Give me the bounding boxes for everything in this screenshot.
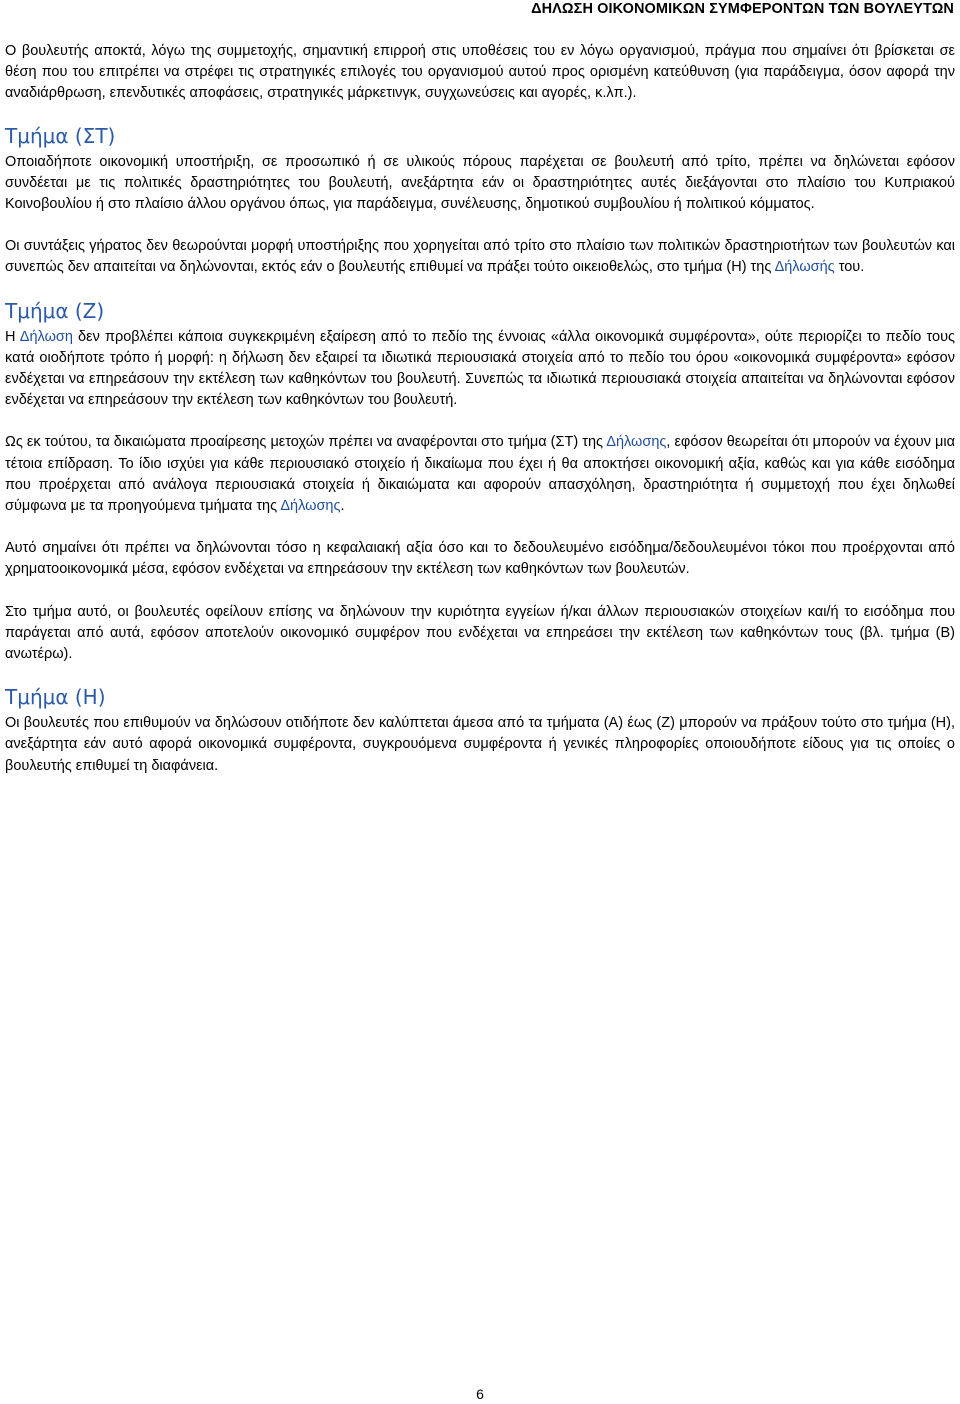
section-h-paragraph-1: Οι βουλευτές που επιθυμούν να δηλώσουν οτιδήποτε δεν καλύπτεται άμεσα από τα τμήματα (Α) έως (Ζ) μπορούν να πράξουν τούτο στο τμήμα (Η), ανεξάρτητα εάν αυτό αφορά οικονομικά συμφέροντα, συγκρουόμενα συμφέροντα ή γενικές πληροφορίες οποιουδήποτε είδους για τις οποίες ο βουλευτής επιθυμεί τη διαφάνεια. [5, 715, 955, 774]
paragraph-text: Οι συντάξεις γήρατος δεν θεωρούνται μορφή υποστήριξης που χορηγείται από τρίτο στο πλαίσιο των πολιτικών δραστηριοτήτων των βουλευτών και συνεπώς δεν απαιτείται να δηλώνονται, εκτός εάν ο βουλευτής επιθυμεί να πράξει τούτο οικειοθελώς, στο τμήμα (Η) της [5, 238, 955, 276]
section-z-heading: Τμήμα (Ζ) [5, 298, 105, 323]
declaration-reference: Δήλωση [19, 328, 73, 345]
declaration-reference: Δήλωσης [606, 434, 667, 451]
section-st-paragraph-2 [5, 236, 955, 278]
page-number: 6 [476, 1386, 484, 1402]
paragraph-text: δεν προβλέπει κάποια συγκεκριμένη εξαίρεση από το πεδίο της έννοιας «άλλα οικονομικά συμφέροντα», ούτε περιορίζει το πεδίο τους κατά οιοδήποτε τρόπο ή μορφή: η δήλωση δεν εξαιρεί τα ιδιωτικά περιουσιακά στοιχεία από το πεδίο του όρου «οικονομικά συμφέροντα» εφόσον ενδέχεται να επηρεάσουν την εκτέλεση των καθηκόντων του βουλευτή. Συνεπώς τα ιδιωτικά περιουσιακά στοιχεία απαιτείται να δηλώνονται εφόσον ενδέχεται να επηρεάσουν την εκτέλεση των καθηκόντων του βουλευτή. [5, 328, 955, 409]
paragraph-text: Ως εκ τούτου, τα δικαιώματα προαίρεσης μετοχών πρέπει να αναφέρονται στο τμήμα (ΣΤ) της [5, 434, 607, 451]
paragraph-text: . [340, 498, 345, 515]
paragraph-text: Η [5, 328, 20, 345]
section-st-heading: Τμήμα (ΣΤ) [5, 123, 116, 148]
section-z-paragraph-4: Στο τμήμα αυτό, οι βουλευτές οφείλουν επίσης να δηλώνουν την κυριότητα εγγείων ή/και άλλων περιουσιακών στοιχείων και/ή το εισόδημα που παράγεται από αυτά, εφόσον αποτελούν οικονομικό συμφέρον που ενδέχεται να επηρεάσει την εκτέλεση των καθηκόντων τους (βλ. τμήμα (Β) ανωτέρω). [5, 603, 955, 663]
declaration-reference: Δήλωσης [280, 498, 341, 515]
paragraph-text: , εφόσον θεωρείται ότι μπορούν να έχουν μια τέτοια επίδραση. Το ίδιο ισχύει για κάθε περιουσιακό στοιχείο ή δικαίωμα που έχει ή θα αποκτήσει οικονομική αξία, καθώς και για κάθε εισόδημα που προέρχεται από ανάλογα περιουσιακά στοιχεία ή δικαιώματα και αφορούν απασχόληση, δραστηριότητα ή συμμετοχή που έχει δηλωθεί σύμφωνα με τα προηγούμενα τμήματα της [5, 434, 955, 515]
intro-paragraph: Ο βουλευτής αποκτά, λόγω της συμμετοχής, σημαντική επιρροή στις υποθέσεις του εν λόγω οργανισμού, πράγμα που σημαίνει ότι βρίσκεται σε θέση που του επιτρέπει να στρέφει τις στρατηγικές επιλογές του οργανισμού αυτού προς ορισμένη κατεύθυνση (για παράδειγμα, όσον αφορά την αναδιάρθρωση, επενδυτικές αποφάσεις, στρατηγικές μάρκετινγκ, συγχωνεύσεις και αγορές, κ.λπ.). [5, 43, 955, 102]
section-z-paragraph-1 [5, 327, 955, 412]
section-h-heading: Τμήμα (Η) [5, 685, 106, 710]
section-st-paragraph-1: Οποιαδήποτε οικονομική υποστήριξη, σε προσωπικό ή σε υλικούς πόρους παρέχεται σε βουλευτή από τρίτο, πρέπει να δηλώνεται εφόσον συνδέεται με τις πολιτικές δραστηριότητες του βουλευτή, ανεξάρτητα εάν οι δραστηριότητες αυτές διεξάγονται στο πλαίσιο του Κυπριακού Κοινοβουλίου ή στο πλαίσιο άλλου οργάνου όπως, για παράδειγμα, συνέλευσης, δημοτικού συμβουλίου ή πολιτικού κόμματος. [5, 153, 955, 213]
paragraph-text: του. [834, 259, 865, 276]
running-header: ΔΗΛΩΣΗ ΟΙΚΟΝΟΜΙΚΩΝ ΣΥΜΦΕΡΟΝΤΩΝ ΤΩΝ ΒΟΥΛΕΥΤΩΝ [531, 1, 954, 17]
declaration-reference: Δήλωσής [774, 259, 835, 276]
section-z-paragraph-2 [5, 432, 955, 517]
document-body [5, 41, 955, 777]
section-z-paragraph-3: Αυτό σημαίνει ότι πρέπει να δηλώνονται τόσο η κεφαλαιακή αξία όσο και το δεδουλευμένο εισόδημα/δεδουλευμένοι τόκοι που προέρχονται από χρηματοοικονομικά μέσα, εφόσον ενδέχεται να επηρεάσουν την εκτέλεση των καθηκόντων των βουλευτών. [5, 540, 955, 578]
